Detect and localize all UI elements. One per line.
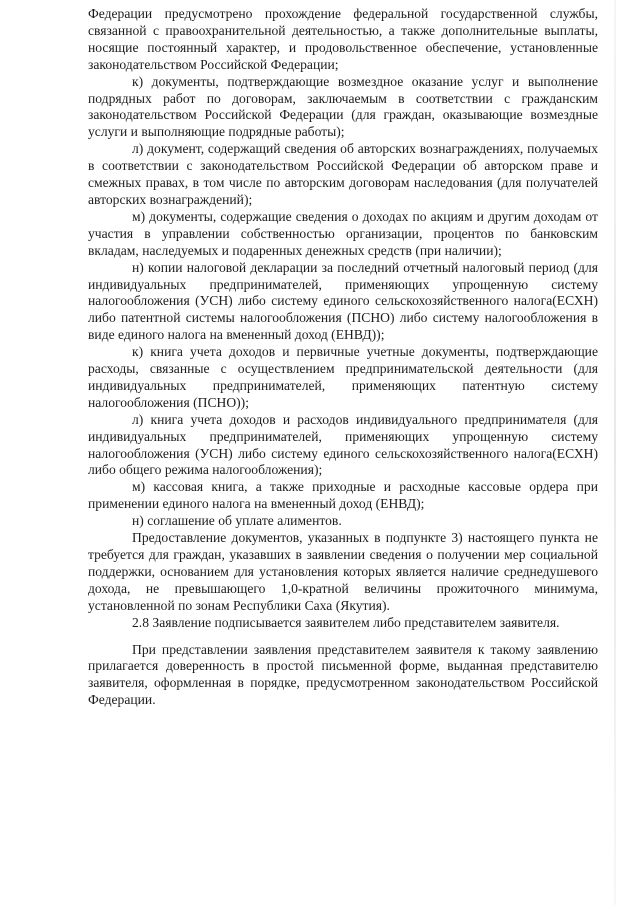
paragraph-exemption: Предоставление документов, указанных в подпункте 3) настоящего пункта не требуется для граждан, указавших в заявлении сведения о получении мер социальной поддержки, основанием для установления которых является наличие среднедушевого дохода, не превышающего 1,0-кратной величины прожиточного минимума, установленной по зонам Республики Саха (Якутия). <box>88 530 598 613</box>
paragraph-continuation: Федерации предусмотрено прохождение федеральной государственной службы, связанной с правоохранительной деятельностью, а также дополнительные выплаты, носящие постоянный характер, и продовольственное обеспечение, установленные законодательством Российской Федерации; <box>88 6 598 72</box>
paragraph-section-2-8: 2.8 Заявление подписывается заявителем либо представителем заявителя. <box>132 614 560 630</box>
paragraph-item-l-income-expense-book: л) книга учета доходов и расходов индивидуального предпринимателя (для индивидуальных предпринимателей, применяющих упрощенную систему налогообложения (УСН) либо систему единого сельскохозяйственного налога(ЕСХН) либо общего режима налогообложения); <box>88 411 598 478</box>
document-page <box>88 6 598 709</box>
paragraph-item-k-income-book: к) книга учета доходов и первичные учетные документы, подтверждающие расходы, связанные с осуществлением предпринимательской деятельности (для индивидуальных предпринимателей, применяющих патентную систему налогообложения (ПСНО)); <box>88 344 598 410</box>
paragraph-item-n-alimony: н) соглашение об уплате алиментов. <box>132 513 342 529</box>
paragraph-item-k-services: к) документы, подтверждающие возмездное оказание услуг и выполнение подрядных работ по договорам, заключаемым в соответствии с гражданским законодательством Российской Федерации (для граждан, оказывающие возмездные услуги и выполняющие подрядные работы); <box>88 73 598 140</box>
paragraph-item-m-cash-book: м) кассовая книга, а также приходные и расходные кассовые ордера при применении единого налога на вмененный доход (ЕНВД); <box>88 479 598 512</box>
paragraph-item-l-royalties: л) документ, содержащий сведения об авторских вознаграждениях, получаемых в соответствии с законодательством Российской Федерации об авторском праве и смежных правах, в том числе по авторским договорам наследования (для получателей авторских вознаграждений); <box>88 141 598 207</box>
paragraph-representative: При представлении заявления представителем заявителя к такому заявлению прилагается доверенность в простой письменной форме, выданная представителю заявителя, оформленная в порядке, предусмотренном законодательством Российской Федерации. <box>88 641 598 708</box>
paragraph-item-m-dividends: м) документы, содержащие сведения о доходах по акциям и другим доходам от участия в управлении собственностью организации, процентов по банковским вкладам, наследуемых и подаренных денежных средств (при наличии); <box>88 208 598 258</box>
paragraph-item-n-tax-declaration: н) копии налоговой декларации за последний отчетный налоговый период (для индивидуальных предпринимателей, применяющих упрощенную систему налогообложения (УСН) либо систему единого сельскохозяйственного налога(ЕСХН) либо патентной системы налогообложения (ПСНО) либо систему налогообложения в виде единого налога на вмененный доход (ЕНВД)); <box>88 259 598 343</box>
scan-edge-shadow <box>614 0 616 905</box>
